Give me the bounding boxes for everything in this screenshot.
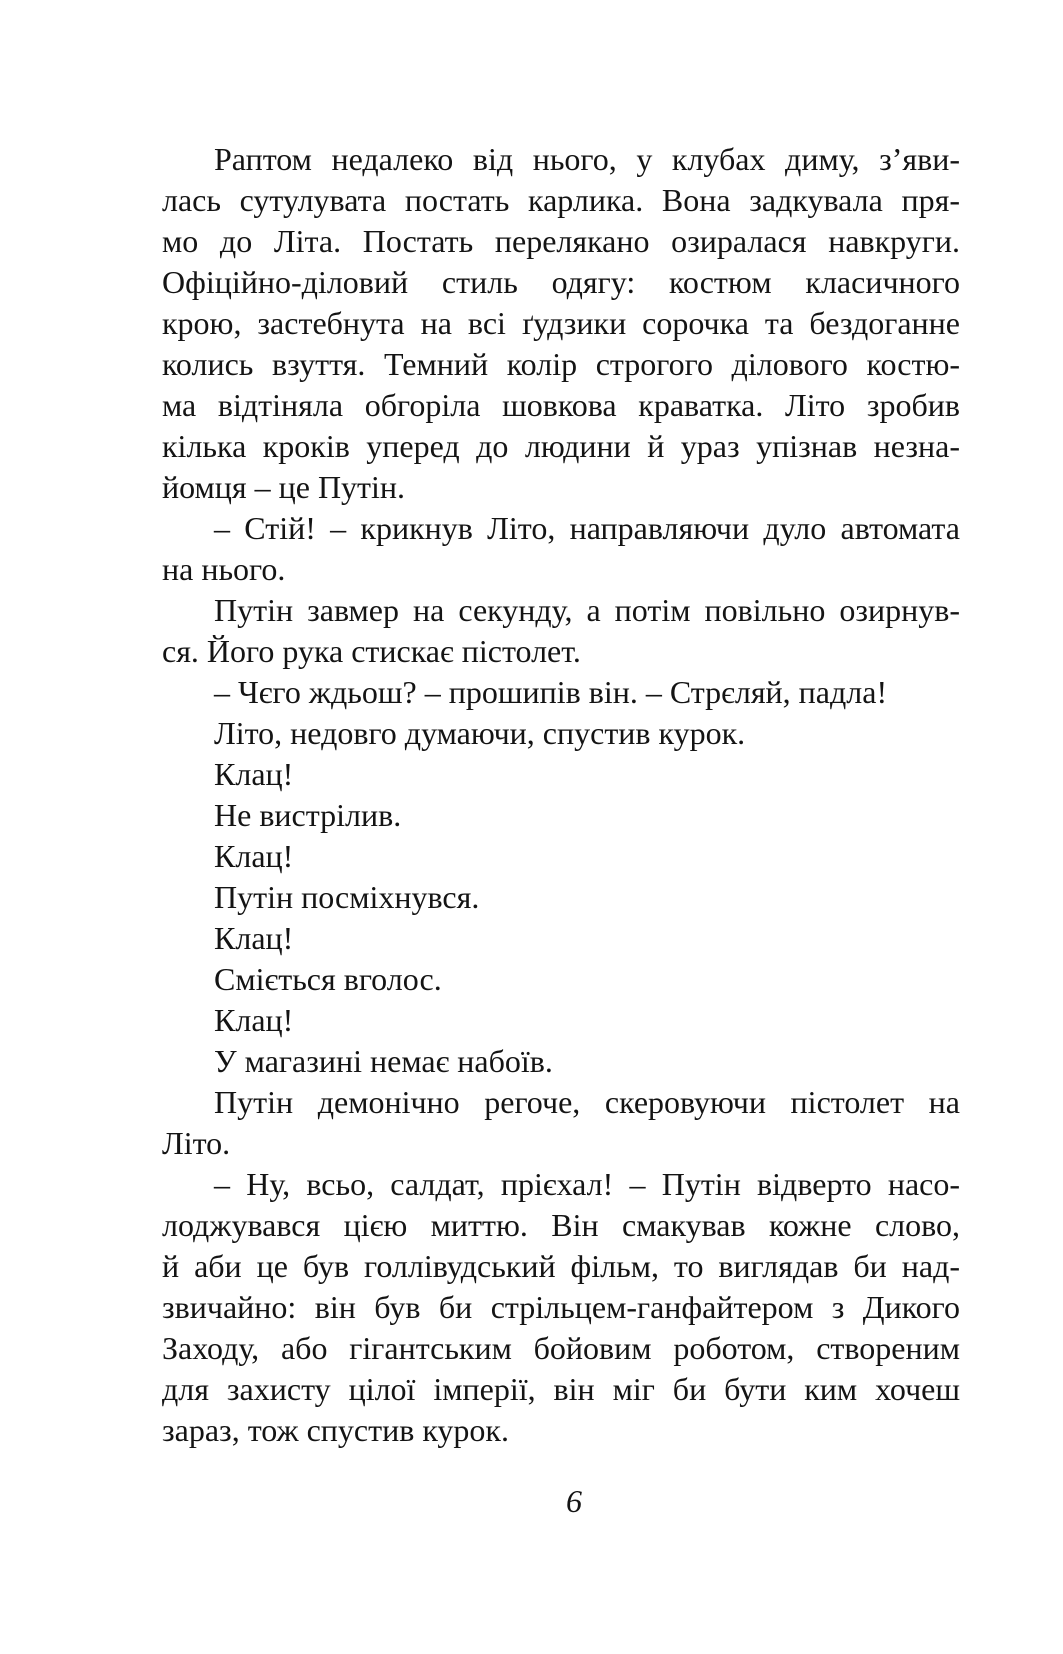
text-line: Раптом недалеко від нього, у клубах диму, з’яви- [214, 141, 960, 177]
text-line: звичайно: він був би стрільцем-ганфайтером з Дикого [162, 1289, 960, 1325]
text-line: лась сутулувата постать карлика. Вона задкувала пря- [162, 182, 960, 218]
text-line: Літо, недовго думаючи, спустив курок. [214, 715, 746, 751]
text-line: мо до Літа. Постать перелякано озиралася навкруги. [162, 223, 960, 259]
text-line: Путін посміхнувся. [214, 879, 480, 915]
text-line: колись взуття. Темний колір строгого ділового костю- [162, 346, 960, 382]
text-line: Літо. [162, 1125, 231, 1161]
text-line: – Стій! – крикнув Літо, направляючи дуло автомата [214, 510, 960, 546]
text-line: ся. Його рука стискає пістолет. [162, 633, 581, 669]
text-line: лоджувався цією миттю. Він смакував кожне слово, [162, 1207, 960, 1243]
paragraph [162, 672, 960, 713]
text-line: – Чєго ждьош? – прошипів він. – Стрєляй, падла! [214, 674, 888, 710]
text-line: зараз, тож спустив курок. [162, 1412, 509, 1448]
paragraph [162, 1164, 960, 1451]
paragraph [162, 918, 960, 959]
paragraph [162, 754, 960, 795]
text-line: Путін завмер на секунду, а потім повільно озирнув- [214, 592, 960, 628]
paragraph [162, 877, 960, 918]
text-line: ма відтіняла обгоріла шовкова краватка. Літо зробив [162, 387, 960, 423]
text-line: Клац! [214, 920, 294, 956]
text-line: Клац! [214, 756, 294, 792]
text-line: для захисту цілої імперії, він міг би бути ким хочеш [162, 1371, 960, 1407]
text-line: Заходу, або гігантським бойовим роботом, створеним [162, 1330, 960, 1366]
paragraph [162, 795, 960, 836]
paragraph [162, 590, 960, 672]
text-line: кілька кроків уперед до людини й ураз упізнав незна- [162, 428, 960, 464]
paragraph [162, 959, 960, 1000]
paragraph [162, 713, 960, 754]
text-line: Клац! [214, 838, 294, 874]
text-line: на нього. [162, 551, 286, 587]
text-line: Клац! [214, 1002, 294, 1038]
paragraph [162, 1000, 960, 1041]
text-line: й аби це був голлівудський фільм, то виглядав би над- [162, 1248, 960, 1284]
text-line: Не вистрілив. [214, 797, 402, 833]
text-line: крою, застебнута на всі ґудзики сорочка та бездоганне [162, 305, 960, 341]
text-line: Путін демонічно регоче, скеровуючи пістолет на [214, 1084, 960, 1120]
text-line: У магазині немає набоїв. [214, 1043, 553, 1079]
text-line: – Ну, всьо, салдат, прієхал! – Путін відверто насо- [214, 1166, 960, 1202]
book-page-text-block [162, 139, 960, 1451]
text-line: йомця – це Путін. [162, 469, 406, 505]
paragraph [162, 1082, 960, 1164]
text-line: Сміється вголос. [214, 961, 442, 997]
paragraph [162, 1041, 960, 1082]
paragraph [162, 836, 960, 877]
paragraph [162, 139, 960, 508]
paragraph [162, 508, 960, 590]
page-number: 6 [566, 1483, 582, 1519]
text-line: Офіційно-діловий стиль одягу: костюм класичного [162, 264, 960, 300]
